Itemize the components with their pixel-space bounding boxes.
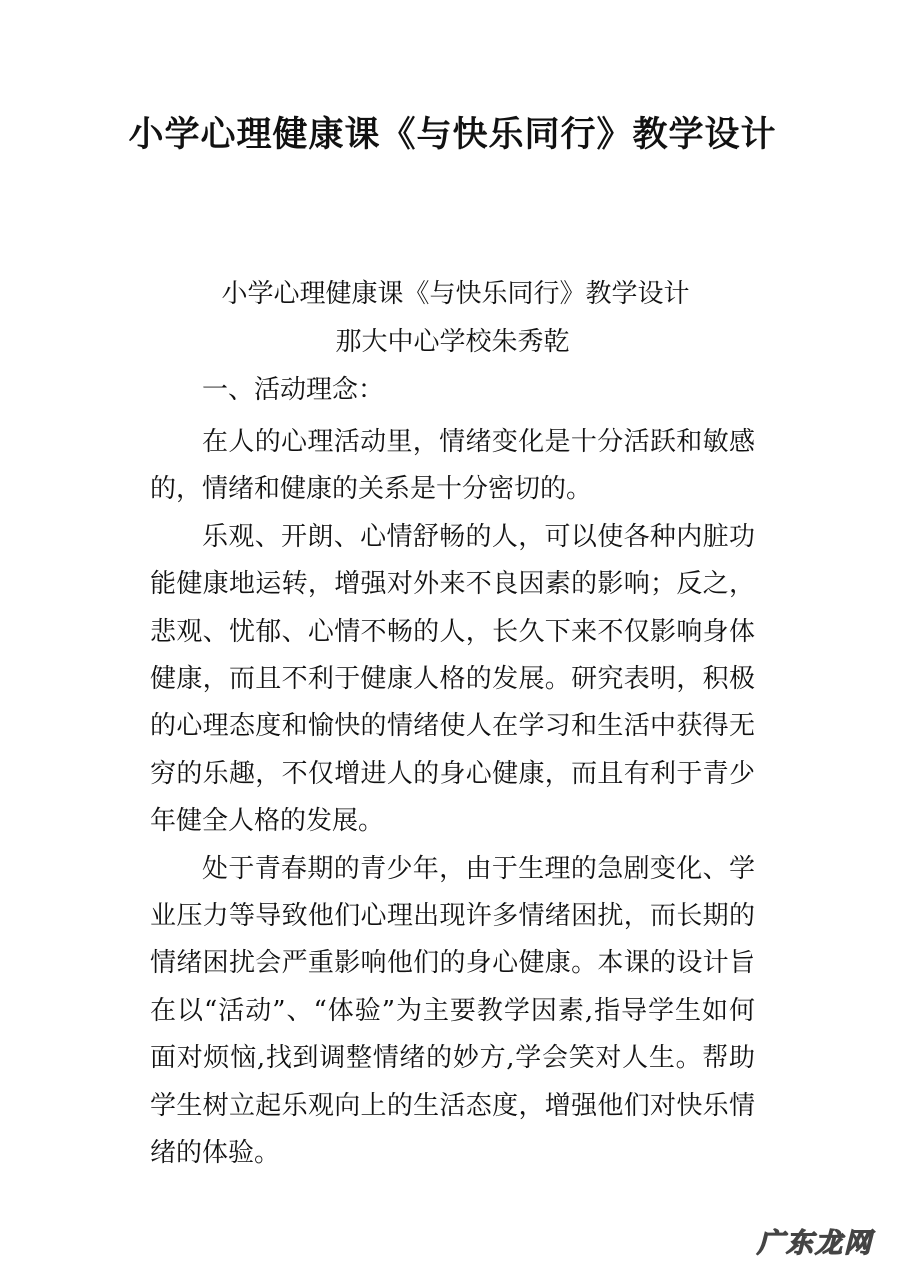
document-body bbox=[150, 270, 755, 1178]
document-title: 小学心理健康课《与快乐同行》教学设计 bbox=[128, 115, 777, 155]
watermark-logo: 广东龙网 bbox=[757, 1228, 873, 1259]
document-author: 那大中心学校朱秀乾 bbox=[335, 327, 570, 357]
paragraph-1: 在人的心理活动里，情绪变化是十分活跃和敏感的，情绪和健康的关系是十分密切的。 bbox=[150, 427, 755, 505]
section-heading-activity-concept: 一、活动理念： bbox=[202, 375, 385, 405]
document-subtitle: 小学心理健康课《与快乐同行》教学设计 bbox=[221, 279, 690, 309]
paragraph-2: 乐观、开朗、心情舒畅的人，可以使各种内脏功能健康地运转，增强对外来不良因素的影响；反之，悲观、忧郁、心情不畅的人，长久下来不仅影响身体健康，而且不利于健康人格的发展。研究表明，积极的心理态度和愉快的情绪使人在学习和生活中获得无穷的乐趣，不仅增进人的身心健康，而且有利于青少年健全人格的发展。 bbox=[150, 521, 755, 837]
paragraph-3: 处于青春期的青少年，由于生理的急剧变化、学业压力等导致他们心理出现许多情绪困扰，而长期的情绪困扰会严重影响他们的身心健康。本课的设计旨在以“活动”、“体验”为主要教学因素,指导学生如何面对烦恼,找到调整情绪的妙方,学会笑对人生。帮助学生树立起乐观向上的生活态度，增强他们对快乐情绪的体验。 bbox=[150, 853, 755, 1169]
